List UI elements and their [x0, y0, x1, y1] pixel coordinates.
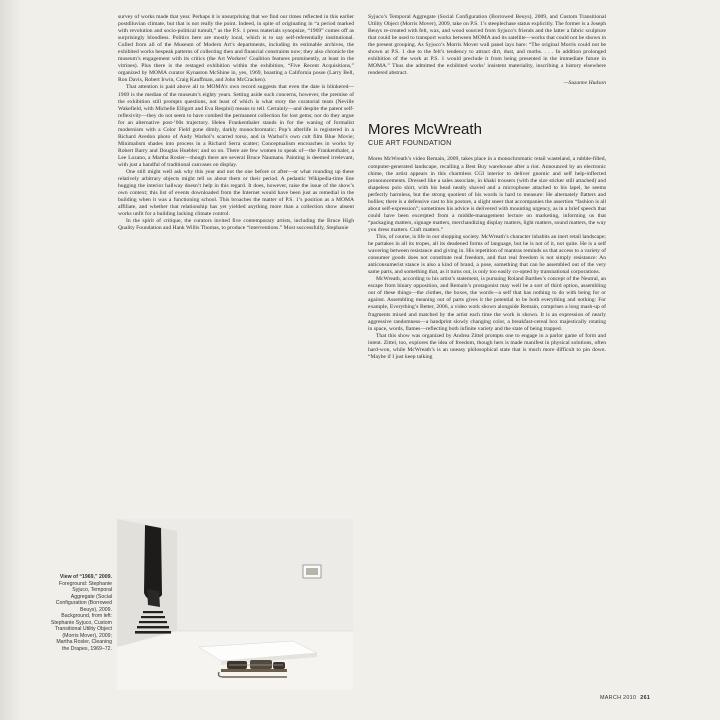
- gutter-shadow: [0, 0, 22, 720]
- right-paragraph-1: Syjuco’s Temporal Aggregate (Social Configuration (Borrowed Beuys), 2009, and Custom Transitional Utility Object (Morris Mover), 2009, take on P.S. 1’s steeplechase status explicitly. The former is a Joseph Beuys re-created with felt, wax, and wood sourced from Syjuco’s friends and the latter a fabric sculpture that could be used to transport works between MOMA and its satellite—works that could not be shown in the present grouping. As Syjuco’s Morris Mover wall panel lays bare: “The original Morris could not be shown at P.S. 1 due to the felt’s tendency to attract dirt, dust, and moths. . . . In addition prolonged exhibition of the work at P.S. 1 would preclude it from being presented in the immediate future in MOMA.” Thus she admitted the exhibited works’ insistent materiality, inscribing a history elsewhere rendered abstract.: [368, 14, 606, 77]
- article-paragraph-2: This, of course, is life in our shopping society. McWreath’s character inhabits an inert retail landscape; he partakes in all its tropes, all its deadened forms of language, but he is not of it, not quite. He is a self wavering between resistance and giving in. His repetition of mantras reminds us that access to a variety of consumer goods does not constitute real freedom, and that real freedom is not simply resistance: An anticonsumerist stance is also a kind of brand, a pose, something that can be assembled out of the very same parts, and something that, as it turns out, is only too easily co-opted by transnational corporations.: [368, 233, 606, 276]
- installation-photo: [117, 519, 353, 690]
- photo-caption: [50, 574, 112, 652]
- article-paragraph-3: McWreath, according to his artist’s statement, is pursuing Roland Barthes’s concept of the Neutral, an escape from binary opposition, and Remain’s protagonist may well be a sort of third option, assembling out of these things—the clothes, the boxes, the words—a self that has nothing to do with being for or against. Assembling meaning out of parts gives it the potential to be both everything and nothing: For example, Everything’s Better, 2006, a video work shown alongside Remain, comprises a long mash-up of fragments mixed and matched by the artist each time the work is shown. It is an expression of nearly aggressive randomness—a handprint slowly changing color, a breakfast-cereal box majestically rotating in space, words, flames—reflecting both infinite variety and the state of being trapped.: [368, 276, 606, 332]
- issue-date: MARCH 2010: [600, 695, 637, 701]
- article-venue: CUE ART FOUNDATION: [368, 138, 452, 148]
- review-signature: —Suzanne Hudson: [563, 80, 606, 87]
- framed-photograph: [303, 565, 321, 578]
- article-header: [368, 121, 606, 147]
- caption-text: Foreground: Stephanie Syjuco, Temporal Aggregate (Social Configuration (Borrowed Beuys), 2009. Background, from left: Stephanie Syjuco, Custom Transitional Utility Object (Morris Mover), 2009; Martha Rosler, Cleaning the Drapes, 1969–72.: [50, 580, 112, 652]
- left-paragraph-4: In the spirit of critique, the curators invited five contemporary artists, including the Bruce High Quality Foundation and Hank Willis Thomas, to produce “interventions.” Most successfully, Stephanie: [118, 218, 354, 232]
- article-paragraph-4: That this show was organized by Andrea Zittel prompts one to engage in a parlor game of form and intent. Zittel, too, explores the idea of freedom, though hers is made manifest in physical solutions, often hard-won, while McWreath’s is an uneasy philosophical state that is much more difficult to pin down. “Maybe if I just keep talking: [368, 332, 606, 360]
- article-paragraph-1: Mores McWreath’s video Remain, 2009, takes place in a monochromatic retail wasteland, a rubble-filled, computer-generated landscape, recalling a Best Buy warehouse after a riot. Announced by an electronic chime, the artist appears in this charmless CGI interior to deliver gnomic and self help-inflected pronouncements. Dressed like a sales associate, in khaki trousers (with the size sticker still attached) and shapeless polo shirt, with his head neatly shaved and a microphone attached to his lapel, he seems perfectly harmless, but the strong quotient of his words is hard to measure: He alternately flatters and bullies; there is a defensive cast to his posture, a slight sneer that accompanies the assertion “fashion is all about self-expression”; sometimes his advice is delivered with mounting urgency, as in a brief speech that could have been excerpted from a middle-management lecture on marketing, informing us that “packaging matters, signage matters, merchandizing display matters, light matters, sound matters, the way you dress matters. Craft matters.”: [368, 156, 606, 233]
- installation-photo-drawing: [117, 519, 353, 690]
- caption-title: View of “1969,” 2009.: [59, 574, 112, 580]
- left-paragraph-2: That attention is paid above all to MOMA’s own record suggests that even the date is blinkered—1969 is the median of the museum’s eighty years. Setting aside such concerns, however, the premise of the exhibition still prompts questions, not least of which is what story the curatorial team (Neville Wakefield, with Michelle Elligott and Eva Respini) means to tell. Certainly—and despite the patent self-reflexivity—they do not seem to have combed the permanent collection for lost gems; nor do they argue for an alternative post-’60s trajectory. Helen Frankenthaler stands in for the waning of formalist modernism with a Color Field gone dimly, darkly monochromatic; Pop’s afterlife is registered in a Richard Avedon photo of Andy Warhol’s scarred torso, and in Warhol’s own cult film Blue Movie; Minimalism shades into process in a Richard Serra scatter; Conceptualism encroaches in works by Robert Barry and Douglas Huebler; and so on. There are few women to speak of—the Frankenthaler, a Lee Lozano, a Martha Rosler—though there are several Bruce Naumans. Painting is deemed irrelevant, with just a handful of traditional canvases on display.: [118, 84, 354, 168]
- right-text-column: [368, 14, 606, 361]
- left-text-column: [118, 14, 354, 232]
- article-headline: Mores McWreath: [368, 121, 482, 139]
- left-paragraph-3: One still might well ask why this year and not the one before or after—or what rounding up these relatively arbitrary objects might tell us about them or their period. A pedantic Wikipedia-time line hugging the interior hallway doesn’t help in this regard. It does, however, raise the issue of the show’s own context; this list of events downloaded from the Internet would have been just as remedial in the building when it was a functioning school. This broaches the matter of P.S. 1’s position as a MOMA affiliate, and whether that relationship has yet yielded anything more than a collection show absent works unfit for a building lacking climate control.: [118, 169, 354, 218]
- page-number: 261: [640, 695, 651, 701]
- left-paragraph-1: survey of works made that year. Perhaps it is unsurprising that we find our times reflected in this earlier postdiluvian climate, but that is not really the point. Indeed, in spite of originating in “a period marked with revolution and socio-political tumult,” as the P.S. 1 press materials synopsize, “1969” comes off as surprisingly bloodless. Politics here are mostly local, which is to say self-referentially institutional. Culled from all of the Museum of Modern Art’s departments, including its estimable archives, the exhibited works bespeak patterns of collecting then and financial constraints now; they also chronicle the museum’s engagement with its critics (the Art Workers’ Coalition features prominently, at least in the vitrines). Plus there is the restaged exhibition within the exhibition, “Five Recent Acquisitions,” organized by MOMA curator Kynaston McShine in, yes, 1969, boasting a California posse (Larry Bell, Ron Davis, Robert Irwin, Craig Kauffman, and John McCracken).: [118, 14, 354, 84]
- page-folio: [600, 695, 650, 701]
